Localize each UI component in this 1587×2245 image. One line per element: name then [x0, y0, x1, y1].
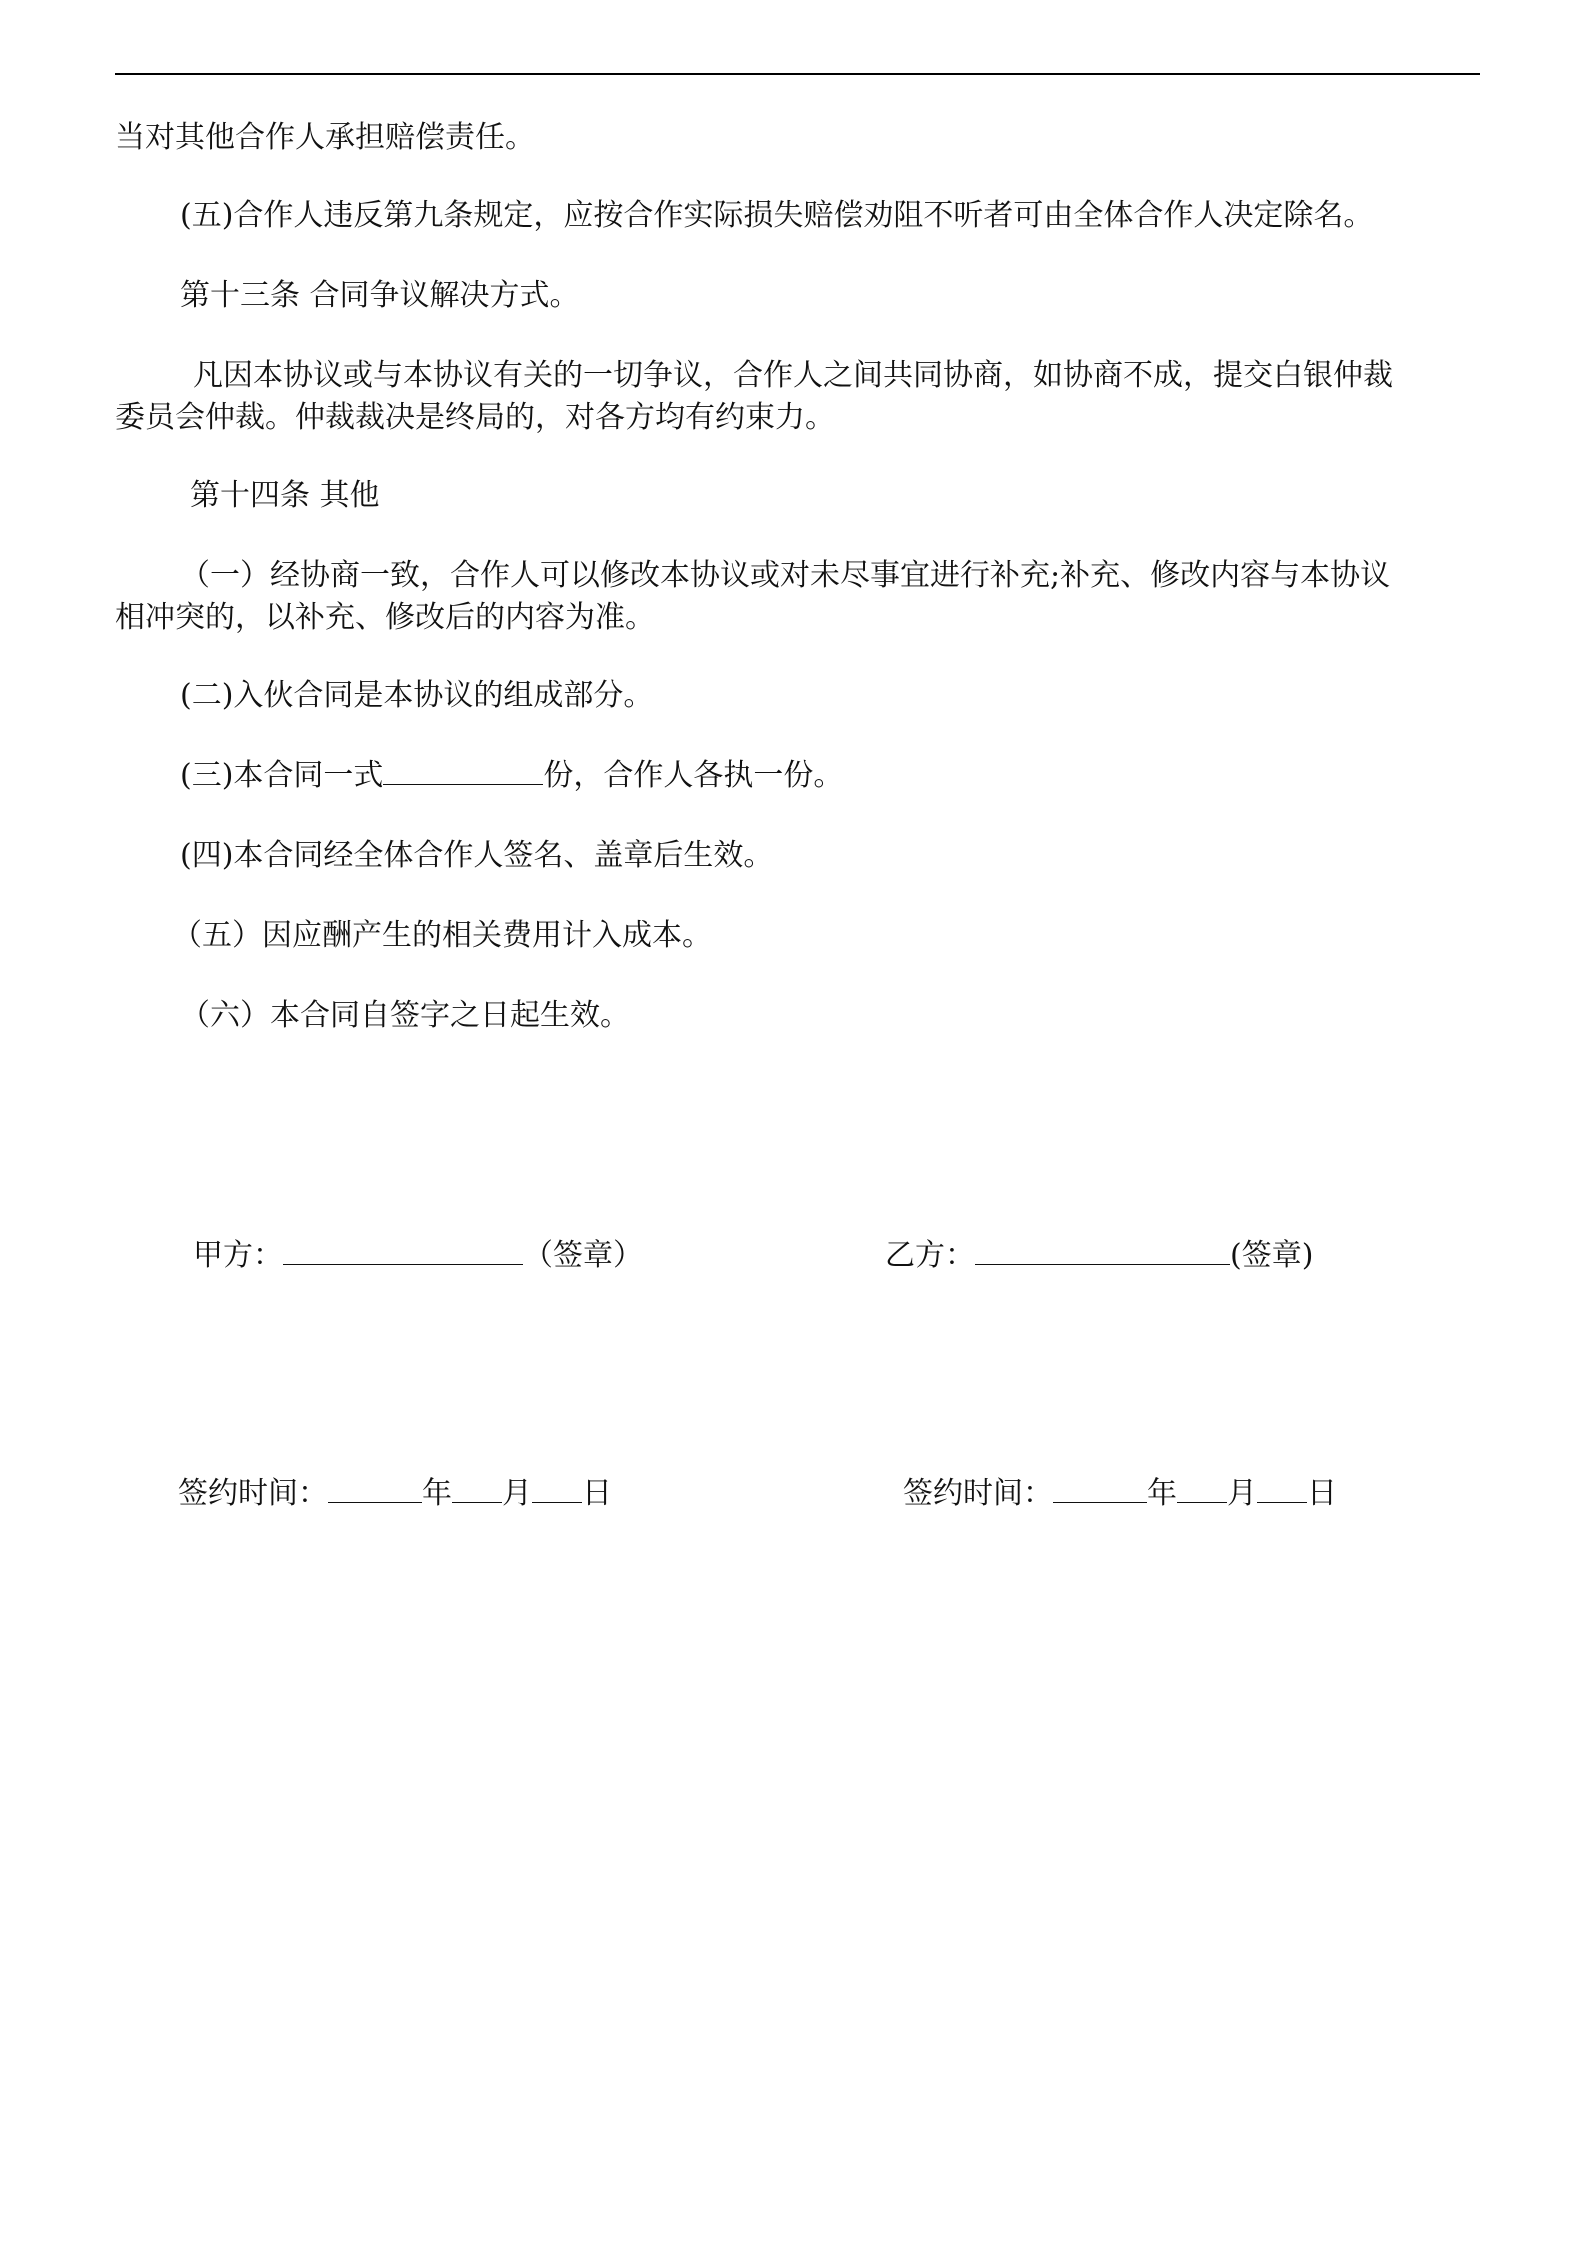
- day-blank[interactable]: [532, 1472, 582, 1503]
- sign-date-b: [903, 1470, 1337, 1518]
- month-blank[interactable]: [1177, 1472, 1227, 1503]
- article-14-heading: 第十四条 其他: [190, 478, 380, 513]
- clause-3-prefix: (三)本合同一式: [180, 758, 384, 793]
- arbitration-line-1: 凡因本协议或与本协议有关的一切争议，合作人之间共同协商，如协商不成，提交白银仲裁: [193, 358, 1393, 393]
- clause-5-removal: (五)合作人违反第九条规定，应按合作实际损失赔偿劝阻不听者可由全体合作人决定除名。: [180, 198, 1374, 233]
- paragraph-continuation: 当对其他合作人承担赔偿责任。: [115, 120, 535, 155]
- year-blank[interactable]: [1053, 1472, 1147, 1503]
- clause-5-expenses: （五）因应酬产生的相关费用计入成本。: [172, 918, 712, 953]
- month-label: 月: [1227, 1476, 1257, 1511]
- clause-3-suffix: 份，合作人各执一份。: [543, 758, 844, 793]
- clause-2: (二)入伙合同是本协议的组成部分。: [180, 678, 654, 713]
- clause-3: [180, 752, 843, 800]
- sign-date-a: [178, 1470, 612, 1518]
- clause-1-line-2: 相冲突的，以补充、修改后的内容为准。: [115, 600, 655, 635]
- party-b-seal: (签章): [1230, 1238, 1314, 1273]
- sign-date-label: 签约时间：: [903, 1476, 1053, 1511]
- party-a-seal: （签章）: [523, 1238, 643, 1273]
- party-a-blank[interactable]: [283, 1234, 523, 1265]
- article-13-heading: 第十三条 合同争议解决方式。: [180, 278, 580, 313]
- sign-date-label: 签约时间：: [178, 1476, 328, 1511]
- day-blank[interactable]: [1257, 1472, 1307, 1503]
- month-blank[interactable]: [452, 1472, 502, 1503]
- party-b-blank[interactable]: [975, 1234, 1230, 1265]
- clause-4: (四)本合同经全体合作人签名、盖章后生效。: [180, 838, 774, 873]
- year-label: 年: [422, 1476, 452, 1511]
- clause-6-effective: （六）本合同自签字之日起生效。: [180, 998, 630, 1033]
- header-rule: [115, 73, 1480, 75]
- clause-1-line-1: （一）经协商一致，合作人可以修改本协议或对未尽事宜进行补充;补充、修改内容与本协议: [180, 558, 1391, 593]
- day-label: 日: [1307, 1476, 1337, 1511]
- arbitration-line-2: 委员会仲裁。仲裁裁决是终局的，对各方均有约束力。: [115, 400, 835, 435]
- year-blank[interactable]: [328, 1472, 422, 1503]
- month-label: 月: [502, 1476, 532, 1511]
- day-label: 日: [582, 1476, 612, 1511]
- party-b-label: 乙方：: [885, 1238, 975, 1273]
- year-label: 年: [1147, 1476, 1177, 1511]
- party-a-label: 甲方：: [193, 1238, 283, 1273]
- copies-blank[interactable]: [383, 754, 543, 785]
- party-a-signature: [193, 1232, 643, 1280]
- party-b-signature: [885, 1232, 1313, 1280]
